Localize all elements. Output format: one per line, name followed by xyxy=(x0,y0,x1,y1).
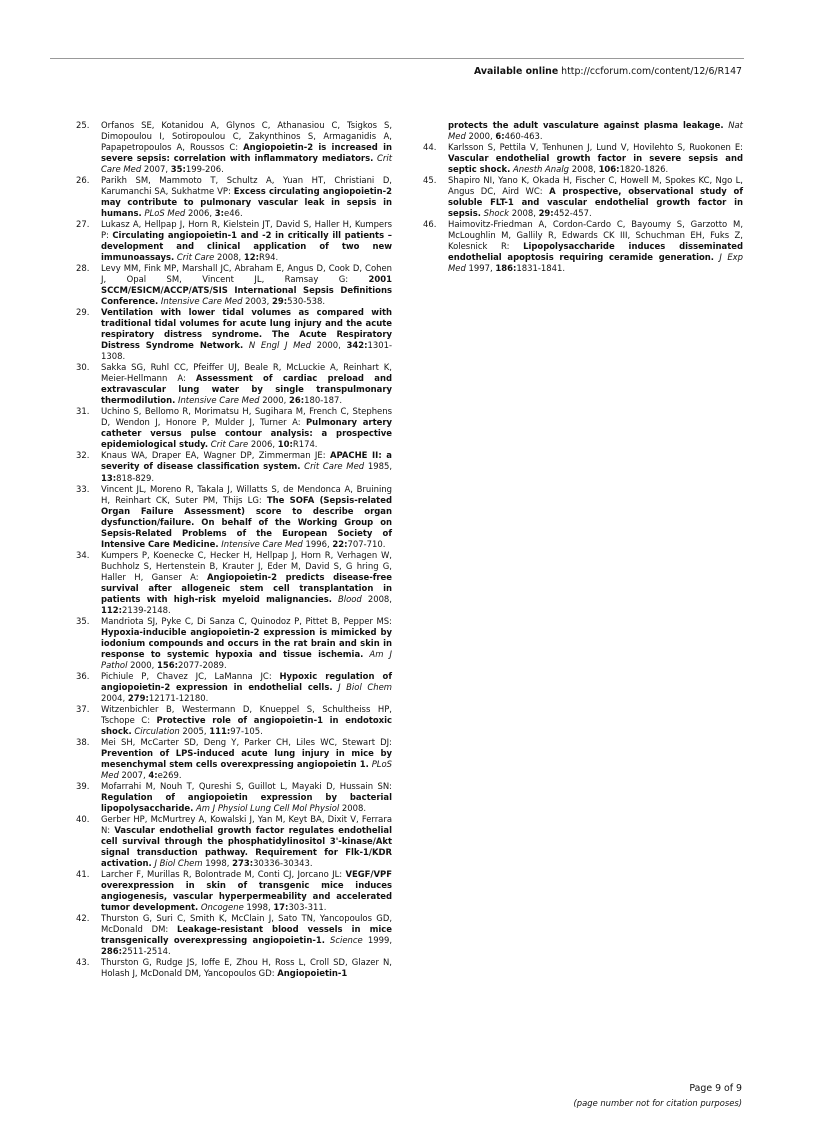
reference-title: Protective role of angiopoietin-1 in endotoxic shock. xyxy=(101,714,393,736)
reference-number: 38. xyxy=(76,736,90,747)
reference-item xyxy=(76,219,392,263)
reference-number: 25. xyxy=(76,120,90,130)
reference-title: Hypoxia-inducible angiopoietin-2 expression is mimicked by iodonium compounds and occurs in the rat brain and skin in response to systemic hypoxia and tissue ischemia. xyxy=(101,626,392,659)
reference-authors: Knaus WA, Draper EA, Wagner DP, Zimmerman JE: xyxy=(101,450,326,461)
reference-year: 1996, xyxy=(305,538,330,549)
reference-item xyxy=(76,484,392,550)
reference-title: VEGF/VPF overexpression in skin of transgenic mice induces angiogenesis, vascular hyperpermeability and accelerated tumor development. xyxy=(101,869,392,913)
reference-authors: Shapiro NI, Yano K, Okada H, Fischer C, Howell M, Spokes KC, Ngo L, Angus DC, Aird WC: xyxy=(448,175,743,197)
reference-journal: Crit Care xyxy=(176,252,215,263)
reference-item xyxy=(423,219,743,274)
reference-title: 2001 SCCM/ESICM/ACCP/ATS/SIS International Sepsis Definitions Conference. xyxy=(101,274,393,307)
reference-volume: 156: xyxy=(156,659,178,670)
reference-text xyxy=(101,219,392,263)
reference-volume: 186: xyxy=(495,263,517,274)
reference-item xyxy=(76,781,392,814)
reference-text xyxy=(448,142,743,175)
reference-year: 2008, xyxy=(511,208,536,219)
reference-text xyxy=(448,219,743,274)
available-online-label: Available online xyxy=(473,66,559,77)
reference-volume: 10: xyxy=(277,439,293,450)
reference-number: 33. xyxy=(76,483,90,494)
reference-pages: 1820-1826. xyxy=(619,164,669,175)
reference-pages: 2511-2514. xyxy=(122,946,171,957)
reference-year: 2007, xyxy=(121,769,146,780)
reference-number: 39. xyxy=(76,780,90,791)
reference-number: 41. xyxy=(76,869,90,880)
reference-item xyxy=(76,406,392,450)
reference-pages: 12171-12180. xyxy=(148,692,209,703)
reference-item xyxy=(76,362,392,406)
reference-item xyxy=(423,120,743,142)
reference-number: 36. xyxy=(76,670,90,681)
reference-journal: Oncogene xyxy=(200,902,244,913)
reference-number: 40. xyxy=(76,813,90,824)
reference-authors: Pichiule P, Chavez JC, LaManna JC: xyxy=(101,670,272,681)
reference-authors: Kumpers P, Koenecke C, Hecker H, Hellpap J, Horn R, Verhagen W, Buchholz S, Hertenstein B, Krauter J, Eder M, David S, G hring G, Haller H, Ganser A: xyxy=(101,549,392,582)
reference-journal: Shock xyxy=(483,208,510,219)
reference-item xyxy=(76,263,392,307)
reference-text xyxy=(101,671,392,704)
reference-authors: Sakka SG, Ruhl CC, Pfeiffer UJ, Beale R, McLuckie A, Reinhart K, Meier-Hellmann A: xyxy=(101,362,392,384)
reference-authors: Vincent JL, Moreno R, Takala J, Willatts S, de Mendonca A, Bruining H, Reinhart CK, Suter PM, Thijs LG: xyxy=(101,483,392,505)
reference-pages: 818-829. xyxy=(116,472,155,483)
reference-journal: Crit Care Med xyxy=(304,461,365,472)
reference-title: Vascular endothelial growth factor in severe sepsis and septic shock. xyxy=(448,153,743,175)
reference-volume: 22: xyxy=(332,538,348,549)
reference-volume: 106: xyxy=(598,164,620,175)
reference-title: Circulating angiopoietin-1 and -2 in critically ill patients – development and clinical application of two new immunoassays. xyxy=(101,230,392,263)
reference-item xyxy=(76,704,392,737)
reference-title: Vascular endothelial growth factor regulates endothelial cell survival through the phosphatidylinositol 3'-kinase/Akt signal transduction pathway. Requirement for Flk-1/KDR activation. xyxy=(101,825,393,869)
reference-pages: 180-187. xyxy=(304,395,343,406)
reference-pages: R174. xyxy=(292,439,318,450)
reference-volume: 342: xyxy=(346,340,368,351)
reference-year: 1998, xyxy=(205,858,230,869)
reference-item xyxy=(76,671,392,704)
reference-volume: 286: xyxy=(101,946,122,957)
reference-text xyxy=(101,362,392,406)
reference-volume: 17: xyxy=(273,902,289,913)
reference-year: 1998, xyxy=(246,902,271,913)
article-url[interactable]: http://ccforum.com/content/12/6/R147 xyxy=(561,66,742,77)
reference-volume: 112: xyxy=(101,604,122,615)
reference-text xyxy=(101,175,392,219)
reference-year: 2000, xyxy=(316,340,341,351)
reference-title: Assessment of cardiac preload and extravascular lung water by single transpulmonary thermodilution. xyxy=(101,373,392,406)
reference-text xyxy=(101,120,392,175)
reference-pages: 199-206. xyxy=(185,164,224,175)
reference-journal: J Exp Med xyxy=(448,252,743,274)
reference-year: 2008, xyxy=(571,164,596,175)
reference-title: protects the adult vasculature against plasma leakage. xyxy=(448,120,724,130)
reference-item xyxy=(423,175,743,219)
reference-authors: Orfanos SE, Kotanidou A, Glynos C, Athanasiou C, Tsigkos S, Dimopoulou I, Sotiropoulou C, Zakynthinos S, Armaganidis A, Papapetropoulos A, Roussos C: xyxy=(101,120,392,153)
reference-volume: 273: xyxy=(232,858,254,869)
reference-authors: Levy MM, Fink MP, Marshall JC, Abraham E, Angus D, Cook D, Cohen J, Opal SM, Vincent JL, Ramsay G: xyxy=(101,263,392,285)
reference-item xyxy=(76,957,392,979)
reference-journal: J Biol Chem xyxy=(154,858,203,869)
reference-text xyxy=(101,450,392,483)
reference-pages: e269. xyxy=(157,769,182,780)
reference-journal: Am J Pathol xyxy=(101,648,392,670)
reference-title: Lipopolysaccharide induces disseminated endothelial apoptosis requiring ceramide generation. xyxy=(448,241,743,263)
reference-number: 42. xyxy=(76,913,90,924)
reference-pages: 460-463. xyxy=(504,131,543,142)
reference-text xyxy=(101,814,392,869)
reference-pages: 2077-2089. xyxy=(177,659,227,670)
reference-year: 1985, xyxy=(367,461,392,472)
reference-volume: 13: xyxy=(101,472,117,483)
reference-year: 2004, xyxy=(101,692,126,703)
reference-year: 2008, xyxy=(367,593,392,604)
reference-text xyxy=(101,737,392,781)
availability-line xyxy=(474,66,742,77)
reference-year: 1997, xyxy=(468,263,493,274)
reference-journal: J Biol Chem xyxy=(338,681,392,692)
reference-year: 2006, xyxy=(187,208,213,219)
reference-number: 43. xyxy=(76,957,90,968)
reference-item xyxy=(76,175,392,219)
reference-item xyxy=(76,814,392,869)
reference-year: 2005, xyxy=(182,725,207,736)
reference-title: A prospective, observational study of soluble FLT-1 and vascular endothelial growth factor in sepsis. xyxy=(448,186,743,219)
reference-item xyxy=(76,913,392,957)
reference-volume: 279: xyxy=(127,692,149,703)
reference-column-left xyxy=(76,120,392,979)
reference-title: Angiopoietin-2 predicts disease-free survival after allogeneic stem cell transplantation in patients with high-risk myeloid malignancies. xyxy=(101,571,393,604)
reference-number: 30. xyxy=(76,362,90,373)
reference-journal: Blood xyxy=(337,593,362,604)
page-footer xyxy=(574,1082,742,1110)
reference-title: Ventilation with lower tidal volumes as compared with traditional tidal volumes for acute lung injury and the acute respiratory distress syndrome. The Acute Respiratory Distress Syndrome Network. xyxy=(101,307,392,351)
reference-number: 26. xyxy=(76,175,90,186)
reference-journal: Am J Physiol Lung Cell Mol Physiol xyxy=(195,802,340,813)
reference-text xyxy=(101,484,392,550)
reference-number: 28. xyxy=(76,263,90,274)
reference-title: Leakage-resistant blood vessels in mice transgenically overexpressing angiopoietin-1. xyxy=(101,924,392,946)
reference-title: Angiopoietin-2 is increased in severe sepsis: correlation with inflammatory mediators. xyxy=(101,142,392,164)
reference-authors: Gerber HP, McMurtrey A, Kowalski J, Yan M, Keyt BA, Dixit V, Ferrara N: xyxy=(101,813,392,835)
reference-number: 44. xyxy=(423,142,437,153)
reference-volume: 3: xyxy=(214,208,225,219)
reference-text xyxy=(101,781,392,814)
reference-volume: 6: xyxy=(495,131,505,142)
reference-number: 35. xyxy=(76,615,90,626)
reference-text xyxy=(101,406,392,450)
reference-journal: Intensive Care Med xyxy=(177,395,260,406)
reference-number: 27. xyxy=(76,219,90,230)
reference-pages: e46. xyxy=(224,208,243,219)
reference-year: 2003, xyxy=(245,296,270,307)
reference-authors: Uchino S, Bellomo R, Morimatsu H, Sugihara M, French C, Stephens D, Wendon J, Honore P, Mulder J, Turner A: xyxy=(101,406,392,428)
reference-journal: Crit Care Med xyxy=(101,153,392,175)
reference-year: 1999, xyxy=(367,935,393,946)
reference-text xyxy=(101,913,392,957)
reference-text xyxy=(101,550,392,616)
reference-pages: 1831-1841. xyxy=(516,263,566,274)
reference-year: 2008. xyxy=(341,802,367,813)
reference-title: Hypoxic regulation of angiopoietin-2 expression in endothelial cells. xyxy=(101,670,393,692)
reference-year: 2000, xyxy=(130,659,155,670)
reference-journal: PLoS Med xyxy=(144,208,186,219)
reference-pages: 452-457. xyxy=(553,208,592,219)
reference-journal: Anesth Analg xyxy=(512,164,570,175)
reference-title: Prevention of LPS-induced acute lung injury in mice by mesenchymal stem cells overexpressing angiopoietin 1. xyxy=(101,747,392,769)
reference-year: 2000, xyxy=(468,131,493,142)
reference-authors: Mofarrahi M, Nouh T, Qureshi S, Guillot L, Mayaki D, Hussain SN: xyxy=(101,780,392,791)
reference-authors: Witzenbichler B, Westermann D, Knueppel S, Schultheiss HP, Tschope C: xyxy=(101,703,392,725)
reference-authors: Larcher F, Murillas R, Bolontrade M, Conti CJ, Jorcano JL: xyxy=(101,869,343,880)
reference-text xyxy=(101,869,392,913)
reference-pages: 30336-30343. xyxy=(253,858,313,869)
reference-text xyxy=(101,307,392,362)
reference-title: Pulmonary artery catheter versus pulse contour analysis: a prospective epidemiological study. xyxy=(101,417,392,450)
reference-journal: N Engl J Med xyxy=(248,340,311,351)
reference-pages: 707-710. xyxy=(347,538,386,549)
reference-authors: Mandriota SJ, Pyke C, Di Sanza C, Quinodoz P, Pittet B, Pepper MS: xyxy=(101,615,392,626)
reference-number: 45. xyxy=(423,175,437,186)
reference-title: Angiopoietin-1 xyxy=(277,968,348,979)
reference-text xyxy=(101,263,392,307)
reference-item xyxy=(76,737,392,781)
reference-pages: 1301-1308. xyxy=(101,340,393,362)
reference-number xyxy=(423,120,448,142)
reference-item xyxy=(76,550,392,616)
reference-journal: Intensive Care Med xyxy=(160,296,243,307)
reference-authors: Parikh SM, Mammoto T, Schultz A, Yuan HT, Christiani D, Karumanchi SA, Sukhatme VP: xyxy=(101,175,392,197)
reference-item xyxy=(423,142,743,175)
reference-authors: Thurston G, Rudge JS, Ioffe E, Zhou H, Ross L, Croll SD, Glazer N, Holash J, McDonald DM, Yancopoulos GD: xyxy=(101,957,392,979)
reference-item xyxy=(76,869,392,913)
reference-number: 46. xyxy=(423,219,437,230)
reference-title: Excess circulating angiopoietin-2 may contribute to pulmonary vascular leak in sepsis in humans. xyxy=(101,186,393,219)
reference-authors: Mei SH, McCarter SD, Deng Y, Parker CH, Liles WC, Stewart DJ: xyxy=(101,736,392,747)
reference-journal: Science xyxy=(330,935,363,946)
reference-title: The SOFA (Sepsis-related Organ Failure Assessment) score to describe organ dysfunction/failure. On behalf of the Working Group on Sepsis-Related Problems of the European Society of Intensive Care Medicine. xyxy=(101,494,392,549)
reference-pages: 97-105. xyxy=(230,725,263,736)
reference-journal: Intensive Care Med xyxy=(221,538,303,549)
reference-year: 2007, xyxy=(143,164,169,175)
reference-item xyxy=(76,616,392,671)
reference-authors: Karlsson S, Pettila V, Tenhunen J, Lund V, Hovilehto S, Ruokonen E: xyxy=(448,142,743,153)
reference-text xyxy=(101,616,392,671)
reference-text xyxy=(101,704,392,737)
reference-text xyxy=(101,957,392,979)
page-number: Page 9 of 9 xyxy=(689,1083,742,1094)
reference-text xyxy=(448,120,743,142)
reference-column-right xyxy=(423,120,743,274)
reference-title: APACHE II: a severity of disease classification system. xyxy=(101,450,392,472)
reference-text xyxy=(448,175,743,219)
reference-item xyxy=(76,307,392,362)
header-rule xyxy=(50,58,744,59)
reference-journal: Circulation xyxy=(134,725,180,736)
reference-volume: 29: xyxy=(271,296,288,307)
reference-volume: 35: xyxy=(170,164,186,175)
reference-volume: 12: xyxy=(243,252,259,263)
reference-pages: 303-311. xyxy=(288,902,327,913)
reference-volume: 111: xyxy=(209,725,231,736)
reference-authors: Thurston G, Suri C, Smith K, McClain J, Sato TN, Yancopoulos GD, McDonald DM: xyxy=(101,913,392,935)
reference-pages: 530-538. xyxy=(287,296,326,307)
reference-pages: 2139-2148. xyxy=(122,604,171,615)
reference-number: 29. xyxy=(76,307,90,318)
reference-pages: R94. xyxy=(258,252,279,263)
reference-volume: 29: xyxy=(538,208,554,219)
reference-number: 34. xyxy=(76,549,90,560)
reference-volume: 4: xyxy=(148,769,158,780)
reference-number: 32. xyxy=(76,450,90,461)
reference-item xyxy=(76,450,392,483)
reference-year: 2000, xyxy=(262,395,287,406)
reference-volume: 26: xyxy=(289,395,305,406)
reference-journal: Nat Med xyxy=(448,120,743,142)
reference-year: 2008, xyxy=(216,252,242,263)
reference-number: 31. xyxy=(76,406,90,417)
reference-journal: Crit Care xyxy=(210,439,249,450)
reference-title: Regulation of angiopoietin expression by bacterial lipopolysaccharide. xyxy=(101,791,392,813)
reference-number: 37. xyxy=(76,703,90,714)
reference-journal: PLoS Med xyxy=(101,758,392,780)
citation-note: (page number not for citation purposes) xyxy=(573,1098,742,1108)
reference-item xyxy=(76,120,392,175)
reference-year: 2006, xyxy=(250,439,276,450)
reference-authors: Haimovitz-Friedman A, Cordon-Cardo C, Bayoumy S, Garzotto M, McLoughlin M, Gallily R, Edwards CK III, Schuchman EH, Fuks Z, Kolesnick R: xyxy=(448,219,743,252)
reference-authors: Lukasz A, Hellpap J, Horn R, Kielstein JT, David S, Haller H, Kumpers P: xyxy=(101,219,392,241)
